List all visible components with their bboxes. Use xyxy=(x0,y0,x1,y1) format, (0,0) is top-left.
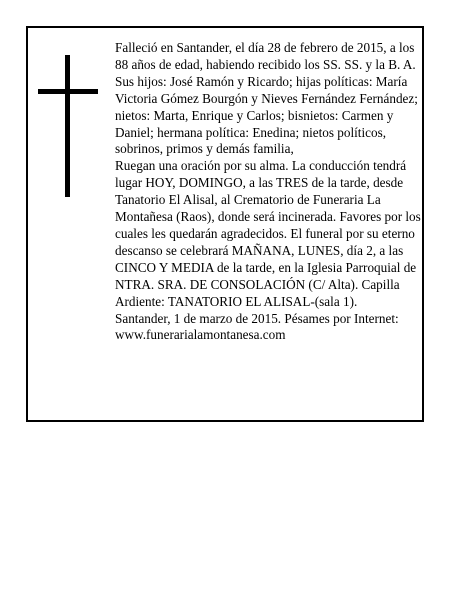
funeral-details-paragraph: Ruegan una oración por su alma. La conducción tendrá lugar HOY, DOMINGO, a las TRES de la tarde, desde Tanatorio El Alisal, al Crematorio de Funeraria La Montañesa (Raos), donde será incinerada. Favores por los cuales les quedarán agradecidos. El funeral por su eterno descanso se celebrará MAÑANA, LUNES, día 2, a las CINCO Y MEDIA de la tarde, en la Iglesia Parroquial de NTRA. SRA. DE CONSOLACIÓN (C/ Alta). Capilla Ardiente: TANATORIO EL ALISAL-(sala 1). xyxy=(115,158,421,309)
cross-vertical-bar xyxy=(65,55,70,197)
cross-horizontal-bar xyxy=(38,89,98,94)
death-announcement-paragraph: Falleció en Santander, el día 28 de febrero de 2015, a los 88 años de edad, habiendo recibido los SS. SS. y la B. A. xyxy=(115,40,416,72)
cross-icon xyxy=(38,55,98,197)
obituary-notice-frame xyxy=(26,26,424,422)
date-and-condolences-paragraph: Santander, 1 de marzo de 2015. Pésames por Internet: www.funerarialamontanesa.com xyxy=(115,310,399,343)
family-list-paragraph: Sus hijos: José Ramón y Ricardo; hijas políticas: María Victoria Gómez Bourgón y Nieves Fernández Fernández; nietos: Marta, Enrique y Carlos; bisnietos: Carmen y Daniel; hermana política: Enedina; nietos políticos, sobrinos, primos y demás familia, xyxy=(115,73,418,157)
obituary-text xyxy=(115,40,421,344)
